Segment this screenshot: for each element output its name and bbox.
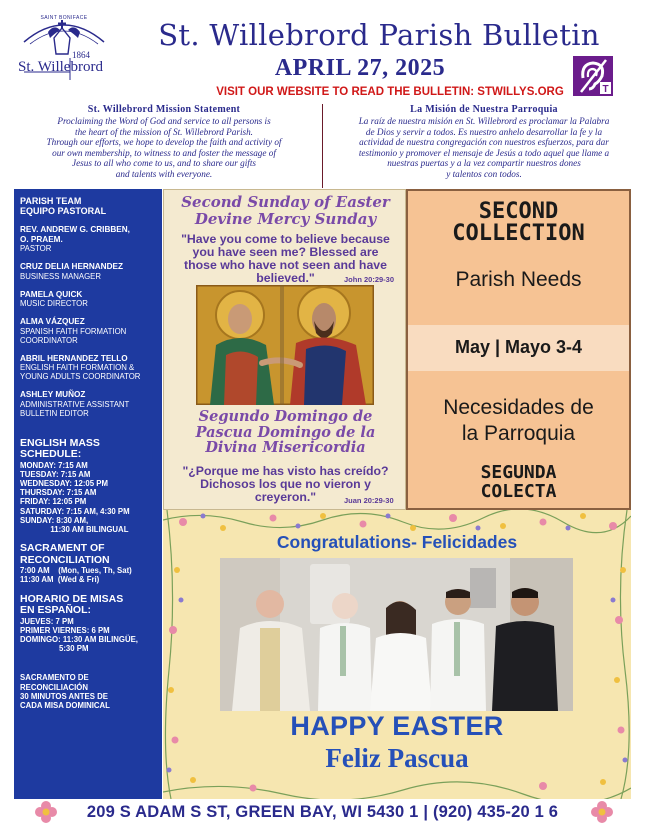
mission-line: nuestras puertas y a la vez compartir nuestros dones: [387, 158, 581, 168]
logo-name: St. Willebrord: [18, 59, 103, 75]
staff-role: YOUNG ADULTS COORDINATOR: [20, 372, 141, 381]
collection-purpose-en: Parish Needs: [455, 268, 582, 291]
quote-line: "Have you come to believe because: [181, 232, 390, 246]
staff-name: O. PRAEM.: [20, 234, 63, 244]
mission-line: the heart of the mission of St. Willebrord Parish.: [75, 126, 253, 137]
spanish-schedule-title: EN ESPAÑOL:: [20, 604, 91, 617]
schedule-line: THURSDAY: 7:15 AM: [20, 488, 97, 498]
sacrament-line: SACRAMENTO DE: [20, 673, 89, 683]
mission-line: our own membership, to witness to and foster the message of: [52, 147, 276, 158]
mission-divider: [322, 104, 323, 188]
gospel-title-es: [164, 409, 407, 456]
reconciliation-line: 7:00 AM (Mon, Tues, Th, Sat): [20, 566, 132, 576]
gospel-reflection-box: [163, 189, 406, 510]
website-link[interactable]: VISIT OUR WEBSITE TO READ THE BULLETIN: STWILLYS.ORG: [216, 86, 564, 98]
second-collection-box: [406, 189, 631, 510]
parish-logo: [14, 14, 114, 98]
quote-line: believed.": [256, 271, 315, 285]
staff-member: [20, 262, 157, 281]
collection-heading-line: SEGUNDA: [480, 462, 557, 483]
collection-purpose-line: la Parroquia: [461, 422, 576, 445]
feliz-pascua-heading: Feliz Pascua: [325, 743, 469, 773]
mission-title-en: St. Willebrord Mission Statement: [87, 104, 241, 115]
collection-heading-line: COLECTA: [480, 481, 557, 502]
logo-year: 1864: [72, 50, 90, 60]
staff-member: [20, 390, 157, 418]
quote-line: you have seen me? Blessed are: [192, 245, 379, 259]
staff-name: ALMA VÁZQUEZ: [20, 317, 85, 326]
mission-line: and talents with everyone.: [115, 168, 213, 179]
reconciliation-line: 11:30 AM (Wed & Fri): [20, 575, 100, 585]
collection-purpose-line: Necesidades de: [443, 396, 594, 419]
gospel-title-en: [164, 194, 407, 228]
mission-line: Through our efforts, we hope to develop the faith and activity of: [46, 137, 282, 147]
staff-name: REV. ANDREW G. CRIBBEN,: [20, 225, 130, 234]
sacrament-line: RECONCILIACIÓN: [20, 682, 89, 692]
gospel-reference-es: Juan 20:29-30: [344, 496, 394, 505]
schedule-line: TUESDAY: 7:15 AM: [20, 469, 91, 479]
reconciliation-title: RECONCILIATION: [20, 553, 110, 566]
staff-member: [20, 354, 157, 382]
hearing-loop-icon: [573, 56, 613, 96]
gospel-title-line: Devine Mercy Sunday: [194, 210, 377, 228]
schedule-title: ENGLISH MASS: [20, 436, 100, 449]
mission-line: y talentos con todos.: [446, 168, 522, 179]
staff-member: [20, 317, 157, 345]
mission-line: Proclaiming the Word of God and service to all persons is: [57, 116, 271, 126]
spanish-schedule-line: PRIMER VIERNES: 6 PM: [20, 625, 110, 635]
staff-member: [20, 225, 157, 253]
staff-role: PASTOR: [20, 244, 52, 253]
staff-member: [20, 290, 157, 309]
schedule-line: MONDAY: 7:15 AM: [20, 460, 88, 470]
quote-line: those who have not seen and have: [184, 258, 387, 272]
sacrament-note: [20, 673, 157, 710]
mission-line: Jesus to all who come to us, and to share our gifts: [72, 158, 256, 168]
mission-line: La raíz de nuestra misión en St. Willebrord es proclamar la Palabra: [358, 116, 610, 126]
staff-name: PAMELA QUICK: [20, 289, 83, 299]
sacrament-line: CADA MISA DOMINICAL: [20, 700, 110, 710]
spanish-schedule-line: 5:30 PM: [20, 644, 89, 654]
staff-role: BULLETIN EDITOR: [20, 408, 89, 418]
staff-name: ASHLEY MUÑOZ: [20, 390, 86, 399]
sacrament-line: 30 MINUTOS ANTES DE: [20, 691, 108, 701]
quote-line: "¿Porque me has visto has creído?: [182, 464, 389, 478]
mission-line: testimonio y promover el mensaje de Jesús a todo aquel que llame a: [358, 147, 610, 158]
mission-statement-es: [334, 104, 634, 179]
svg-text:T: T: [602, 84, 609, 95]
group-photo: [220, 558, 573, 711]
schedule-line: SUNDAY: 8:30 AM,: [20, 515, 89, 525]
spanish-mass-schedule: [20, 594, 157, 654]
schedule-line: 11:30 AM BILINGUAL: [20, 524, 129, 534]
schedule-line: SATURDAY: 7:15 AM, 4:30 PM: [20, 506, 130, 516]
quote-line: Dichosos los que no vieron y: [200, 477, 371, 491]
staff-role: SPANISH FAITH FORMATION: [20, 326, 127, 336]
staff-role: ADMINISTRATIVE ASSISTANT: [20, 399, 130, 409]
collection-heading-es: [408, 463, 629, 501]
mission-line: de Dios y servir a todos. Es nuestro anhelo desarrollar la fe y la: [365, 126, 603, 137]
collection-heading-line: COLLECTION: [452, 221, 585, 246]
gospel-title-line: Second Sunday of Easter: [181, 193, 390, 211]
schedule-line: WEDNESDAY: 12:05 PM: [20, 478, 108, 488]
mission-title-es: La Misión de Nuestra Parroquia: [410, 104, 558, 115]
staff-role: BUSINESS MANAGER: [20, 271, 102, 281]
team-title-es: EQUIPO PASTORAL: [20, 206, 107, 216]
schedule-line: FRIDAY: 12:05 PM: [20, 497, 87, 507]
gospel-title-line: Divina Misericordia: [205, 439, 366, 456]
english-mass-schedule: [20, 438, 157, 535]
parish-address-footer: 209 S ADAM S ST, GREEN BAY, WI 5430 1 | (920) 435-20 1 6: [86, 803, 559, 821]
bulletin-title: St. Willebrord Parish Bulletin: [158, 18, 600, 52]
logo-arc-text: SAINT BONIFACE: [40, 15, 88, 21]
spanish-schedule-title: HORARIO DE MISAS: [20, 592, 124, 605]
staff-name: CRUZ DELIA HERNANDEZ: [20, 262, 123, 271]
mission-line: actividad de nuestra congregación con nuestros esfuerzos, para dar: [359, 137, 609, 147]
gospel-title-line: Pascua Domingo de la: [195, 423, 376, 441]
staff-role: ENGLISH FAITH FORMATION &: [20, 363, 135, 372]
doubting-thomas-painting: [196, 285, 374, 405]
team-title: PARISH TEAM: [20, 196, 82, 206]
staff-name: ABRIL HERNANDEZ TELLO: [20, 353, 128, 363]
collection-heading-en: [408, 201, 629, 245]
staff-role: MUSIC DIRECTOR: [20, 299, 88, 308]
spanish-schedule-line: DOMINGO: 11:30 AM BILINGÜE,: [20, 634, 138, 644]
parish-sidebar: [14, 189, 162, 799]
quote-line: creyeron.": [254, 490, 317, 504]
reconciliation-schedule: [20, 543, 157, 584]
flower-icon: [590, 800, 614, 824]
congratulations-heading: Congratulations- Felicidades: [276, 532, 518, 552]
spanish-schedule-line: JUEVES: 7 PM: [20, 616, 74, 626]
collection-heading-line: SECOND: [478, 199, 559, 224]
happy-easter-heading: HAPPY EASTER: [290, 711, 504, 741]
gospel-title-line: Segundo Domingo de: [198, 408, 373, 425]
reconciliation-title: SACRAMENT OF: [20, 542, 105, 555]
schedule-title: SCHEDULE:: [20, 448, 82, 460]
bulletin-date: APRIL 27, 2025: [274, 55, 446, 81]
staff-role: COORDINATOR: [20, 335, 78, 345]
gospel-reference-en: John 20:29-30: [344, 275, 395, 284]
mission-statement-en: [14, 104, 314, 179]
easter-panel: [163, 510, 631, 799]
collection-purpose-es: [408, 395, 629, 447]
collection-date: May | Mayo 3-4: [454, 337, 583, 357]
